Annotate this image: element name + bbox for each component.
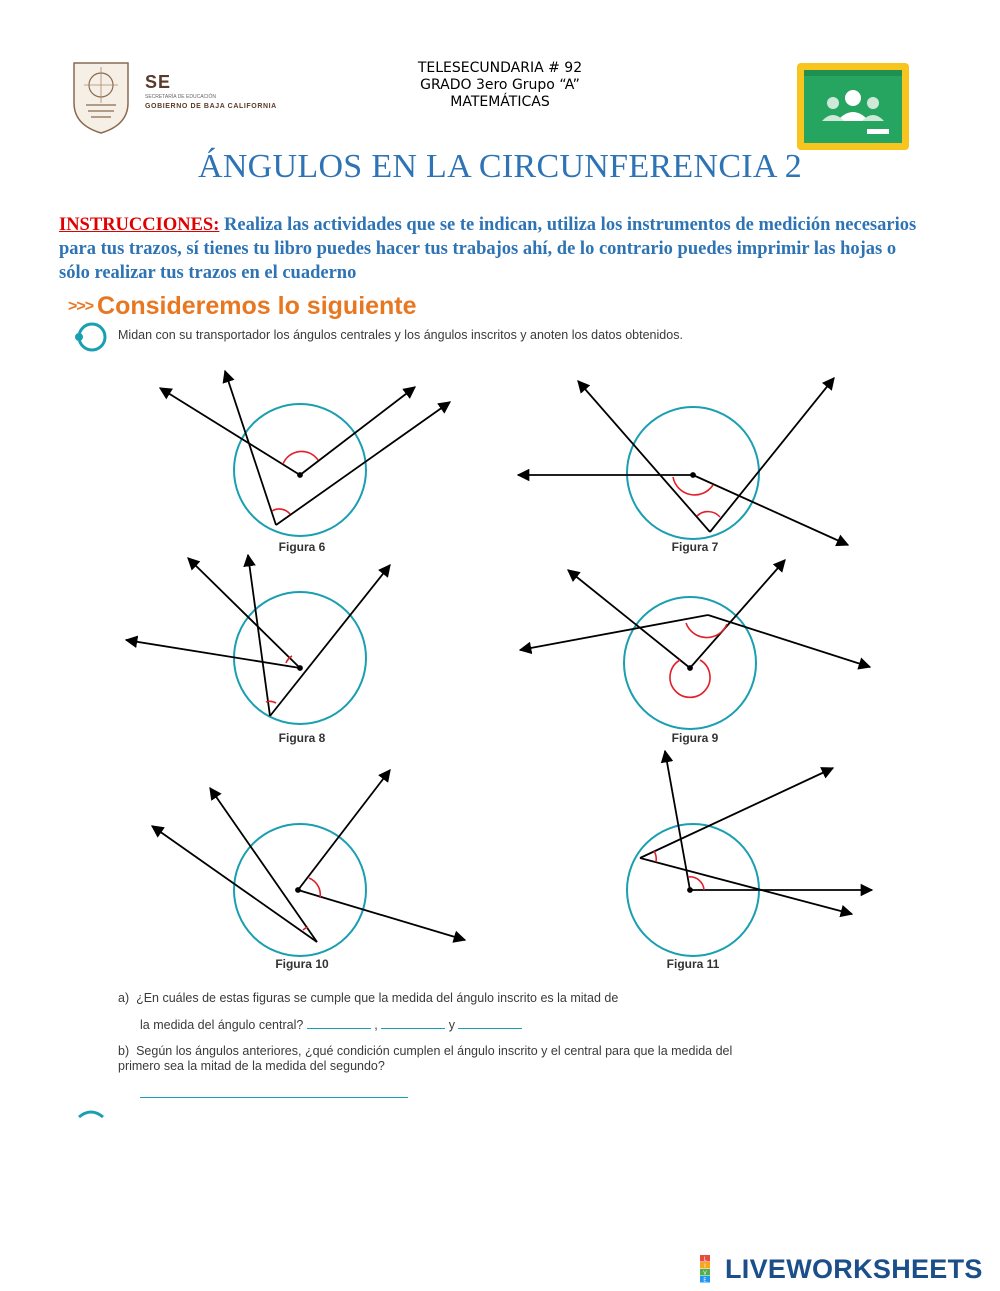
question-a [118,991,738,1006]
figure-7 [518,378,848,545]
figure-8 [126,555,390,724]
badge-letter-l: L [703,1256,707,1263]
figure-10-label: Figura 10 [275,957,329,971]
figure-11 [627,751,872,956]
badge-letter-i: I [704,1263,706,1270]
state-seal-icon [66,55,136,135]
figure-7-label: Figura 7 [671,540,719,554]
instructions [59,213,929,285]
separator-comma: , [374,1018,378,1032]
question-a-label: a) [118,991,130,1005]
activity-instruction: Midan con su transportador los ángulos centrales y los ángulos inscritos y anoten los datos obtenidos. [118,328,683,342]
question-a-continued [140,1016,522,1033]
section-heading [68,292,417,321]
question-a-text: ¿En cuáles de estas figuras se cumple que la medida del ángulo inscrito es la mitad de [136,991,619,1005]
question-b [118,1044,738,1074]
figure-9 [520,560,870,729]
question-b-text: Según los ángulos anteriores, ¿qué condición cumplen el ángulo inscrito y el central para que la medida del primero sea la mitad de la medida del segundo? [118,1044,733,1073]
figure-8-label: Figura 8 [278,731,326,745]
badge-letter-e: E [703,1277,707,1283]
figure-9-label: Figura 9 [671,731,719,745]
government-text [145,72,277,110]
instructions-label: INSTRUCCIONES: [59,215,220,235]
liveworksheets-badge-icon [700,1255,722,1288]
instructions-text: Realiza las actividades que se te indican, utiliza los instrumentos de medición necesarios para tus trazos, sí tienes tu libro puedes hacer tus trabajos ahí, de lo contrario puedes imprimir las hojas o sólo realizar tus trazos en el cuaderno [59,215,917,283]
school-header [330,60,670,111]
activity-icon [72,322,112,357]
liveworksheets-brand: LIVEWORKSHEETS [725,1254,983,1284]
se-label: SE [145,72,172,92]
page-title: ÁNGULOS EN LA CIRCUNFERENCIA 2 [197,148,803,185]
question-a-text-2: la medida del ángulo central? [140,1018,304,1032]
se-tagline: SECRETARÍA DE EDUCACIÓN [145,94,217,100]
figure-10 [152,770,465,956]
activity-marker-icon [78,1105,104,1113]
school-name: TELESECUNDARIA # 92 [417,60,583,76]
figure-6-label: Figura 6 [278,540,326,554]
answer-line-b[interactable] [140,1097,408,1098]
circle [234,592,366,724]
figures-panel [0,360,1000,975]
question-b-label: b) [118,1044,130,1058]
answer-blank-3[interactable] [458,1016,522,1029]
figure-6 [160,371,450,536]
grade-group: GRADO 3ero Grupo “A” [420,77,580,93]
government-label: GOBIERNO DE BAJA CALIFORNIA [145,103,277,110]
google-classroom-icon [797,63,909,150]
classroom-logo [797,63,909,150]
circle [234,404,366,536]
figure-11-label: Figura 11 [666,957,720,971]
separator-y: y [448,1018,455,1032]
subject-name: MATEMÁTICAS [450,94,550,110]
section-arrows: >>> [68,298,94,315]
answer-blank-1[interactable] [307,1016,371,1029]
badge-letter-v: V [703,1270,707,1277]
answer-blank-2[interactable] [381,1016,445,1029]
section-title: Consideremos lo siguiente [97,292,417,320]
